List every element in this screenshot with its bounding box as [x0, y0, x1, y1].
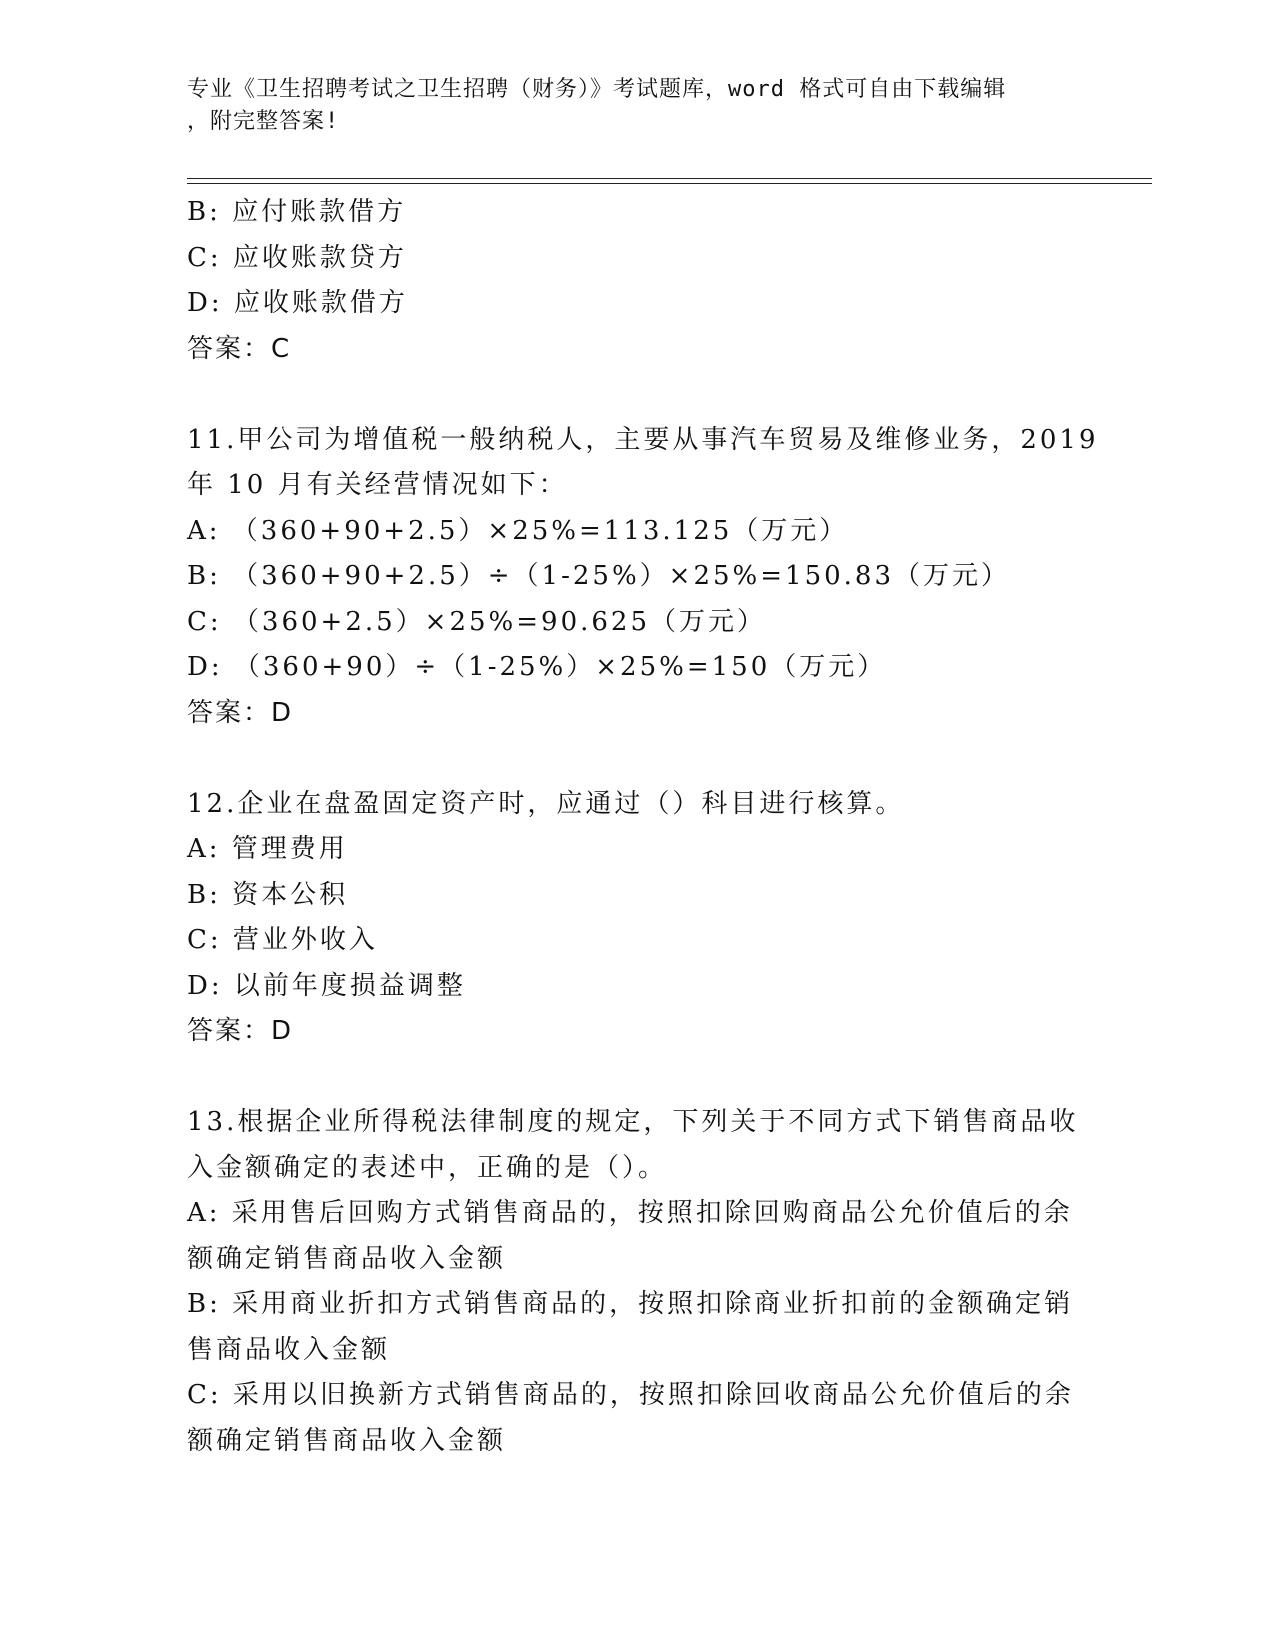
option-d: D: 以前年度损益调整: [187, 970, 466, 1001]
spacer: [187, 372, 1087, 418]
spacer: [187, 736, 1087, 782]
question-13: [187, 1100, 1087, 1464]
question-stem: 11.甲公司为增值税一般纳税人，主要从事汽车贸易及维修业务，2019: [187, 424, 1099, 455]
spacer: [187, 1055, 1087, 1101]
question-12: [187, 782, 1087, 1055]
header-divider-top: [187, 178, 1152, 179]
question-10: [187, 190, 1087, 372]
answer-line: 答案：C: [187, 333, 292, 364]
option-b: B: 采用商业折扣方式销售商品的，按照扣除商业折扣前的金额确定销: [187, 1289, 1074, 1319]
option-b-continued: 售商品收入金额: [187, 1334, 391, 1365]
header-divider-bottom: [187, 183, 1152, 184]
answer-line: 答案：D: [187, 1016, 294, 1046]
question-stem: 12.企业在盘盈固定资产时，应通过（）科目进行核算。: [187, 788, 905, 819]
option-d: D: （360+90）÷（1-25%）×25%=150（万元）: [187, 652, 887, 682]
option-d: D: 应收账款借方: [187, 288, 408, 318]
question-stem: 13.根据企业所得税法律制度的规定，下列关于不同方式下销售商品收: [187, 1107, 1079, 1137]
option-a: A: 采用售后回购方式销售商品的，按照扣除回购商品公允价值后的余: [187, 1198, 1073, 1228]
document-header: [187, 74, 1087, 138]
question-stem: 入金额确定的表述中，正确的是（）。: [187, 1152, 668, 1183]
option-c-continued: 额确定销售商品收入金额: [187, 1425, 507, 1456]
option-a: A: （360+90+2.5）×25%=113.125（万元）: [187, 515, 849, 546]
option-c: C: 营业外收入: [187, 925, 378, 955]
option-b: B: （360+90+2.5）÷（1-25%）×25%=150.83（万元）: [187, 561, 1010, 591]
option-c: C: 应收账款贷方: [187, 242, 407, 273]
question-11: [187, 418, 1099, 737]
question-stem: 年 10 月有关经营情况如下：: [187, 470, 568, 500]
header-line-1: 专业《卫生招聘考试之卫生招聘（财务）》考试题库，word 格式可自由下载编辑: [187, 77, 1007, 102]
option-a-continued: 额确定销售商品收入金额: [187, 1243, 507, 1274]
document-body: [187, 190, 1099, 1464]
option-c: C: 采用以旧换新方式销售商品的，按照扣除回收商品公允价值后的余: [187, 1380, 1074, 1410]
option-a: A: 管理费用: [187, 834, 348, 864]
answer-line: 答案：D: [187, 697, 294, 728]
option-c: C: （360+2.5）×25%=90.625（万元）: [187, 606, 767, 637]
option-b: B: 应付账款借方: [187, 197, 407, 227]
header-line-2: ，附完整答案!: [187, 109, 340, 134]
option-b: B: 资本公积: [187, 879, 349, 910]
